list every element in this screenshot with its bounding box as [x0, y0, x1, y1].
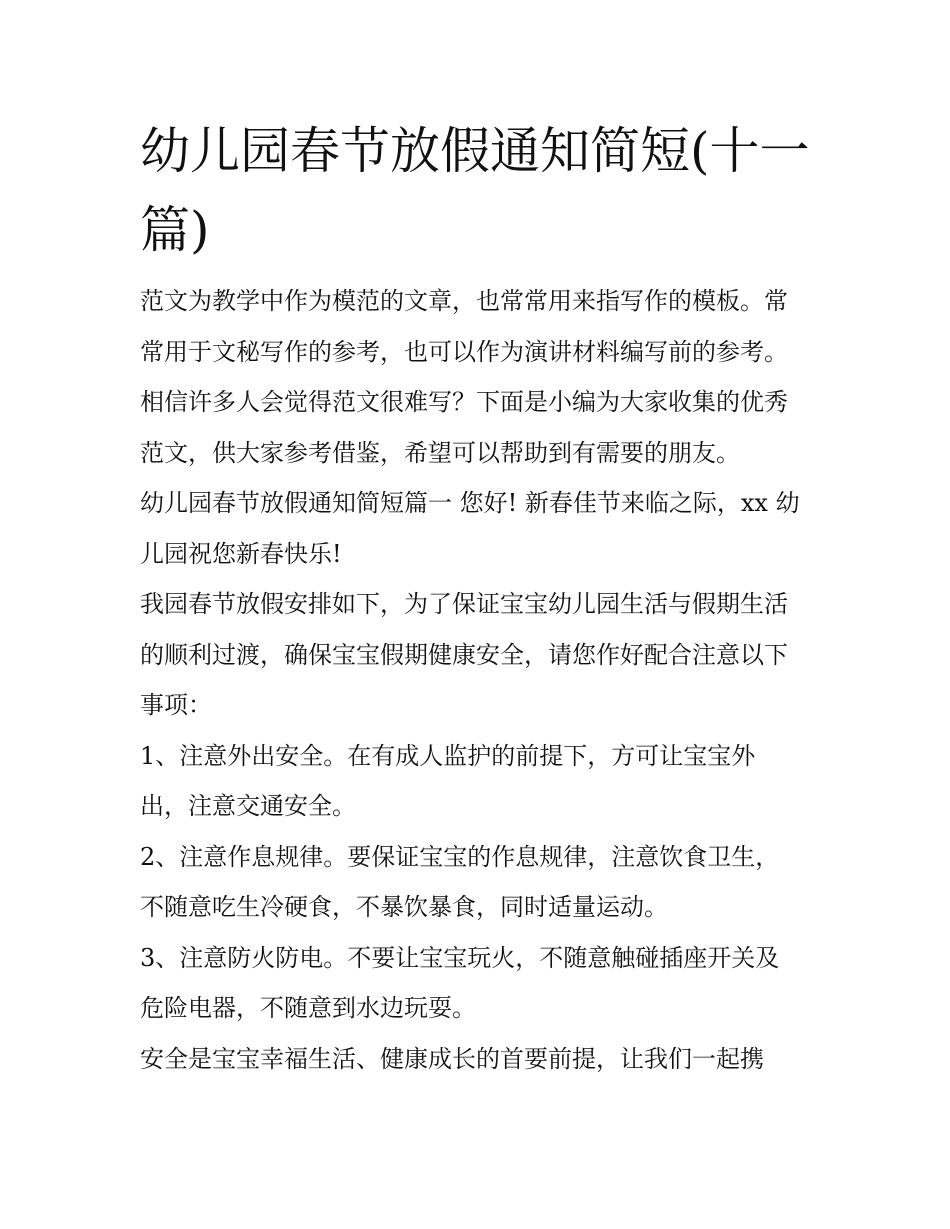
title-line: 篇) — [140, 201, 210, 259]
text-line: 我园春节放假安排如下，为了保证宝宝幼儿园生活与假期生活 — [140, 590, 788, 618]
text-line: 不随意吃生冷硬食，不暴饮暴食，同时适量运动。 — [140, 893, 668, 921]
document-title — [140, 112, 820, 270]
text-line: 相信许多人会觉得范文很难写？下面是小编为大家收集的优秀 — [140, 388, 788, 416]
notice-item-3 — [140, 933, 820, 1034]
text-line: 范文为教学中作为模范的文章，也常常用来指写作的模板。常 — [140, 287, 788, 315]
text-line: 危险电器，不随意到水边玩耍。 — [140, 994, 476, 1022]
text-line: 安全是宝宝幸福生活、健康成长的首要前提，让我们一起携 — [140, 1044, 764, 1073]
notice-item-2 — [140, 832, 820, 933]
closing-paragraph — [140, 1034, 820, 1085]
text-line: 范文，供大家参考借鉴，希望可以帮助到有需要的朋友。 — [140, 438, 740, 467]
text-line: 儿园祝您新春快乐! — [140, 539, 342, 568]
text-line: 1、注意外出安全。在有成人监护的前提下，方可让宝宝外 — [140, 741, 756, 770]
text-line: 的顺利过渡，确保宝宝假期健康安全，请您作好配合注意以下 — [140, 640, 788, 669]
text-line: 幼儿园春节放假通知简短篇一 您好! 新春佳节来临之际，xx 幼 — [140, 489, 800, 517]
notice-item-1 — [140, 731, 820, 832]
text-line: 3、注意防火防电。不要让宝宝玩火，不随意触碰插座开关及 — [140, 943, 780, 972]
title-line: 幼儿园春节放假通知简短(十一 — [140, 122, 810, 180]
text-line: 事项： — [140, 691, 212, 719]
text-line: 2、注意作息规律。要保证宝宝的作息规律，注意饮食卫生， — [140, 842, 780, 871]
intro-paragraph — [140, 276, 820, 478]
greeting-paragraph — [140, 478, 820, 579]
arrangement-paragraph — [140, 579, 820, 731]
document-body — [140, 276, 820, 1084]
text-line: 常用于文秘写作的参考，也可以作为演讲材料编写前的参考。 — [140, 337, 788, 366]
text-line: 出，注意交通安全。 — [140, 792, 356, 820]
